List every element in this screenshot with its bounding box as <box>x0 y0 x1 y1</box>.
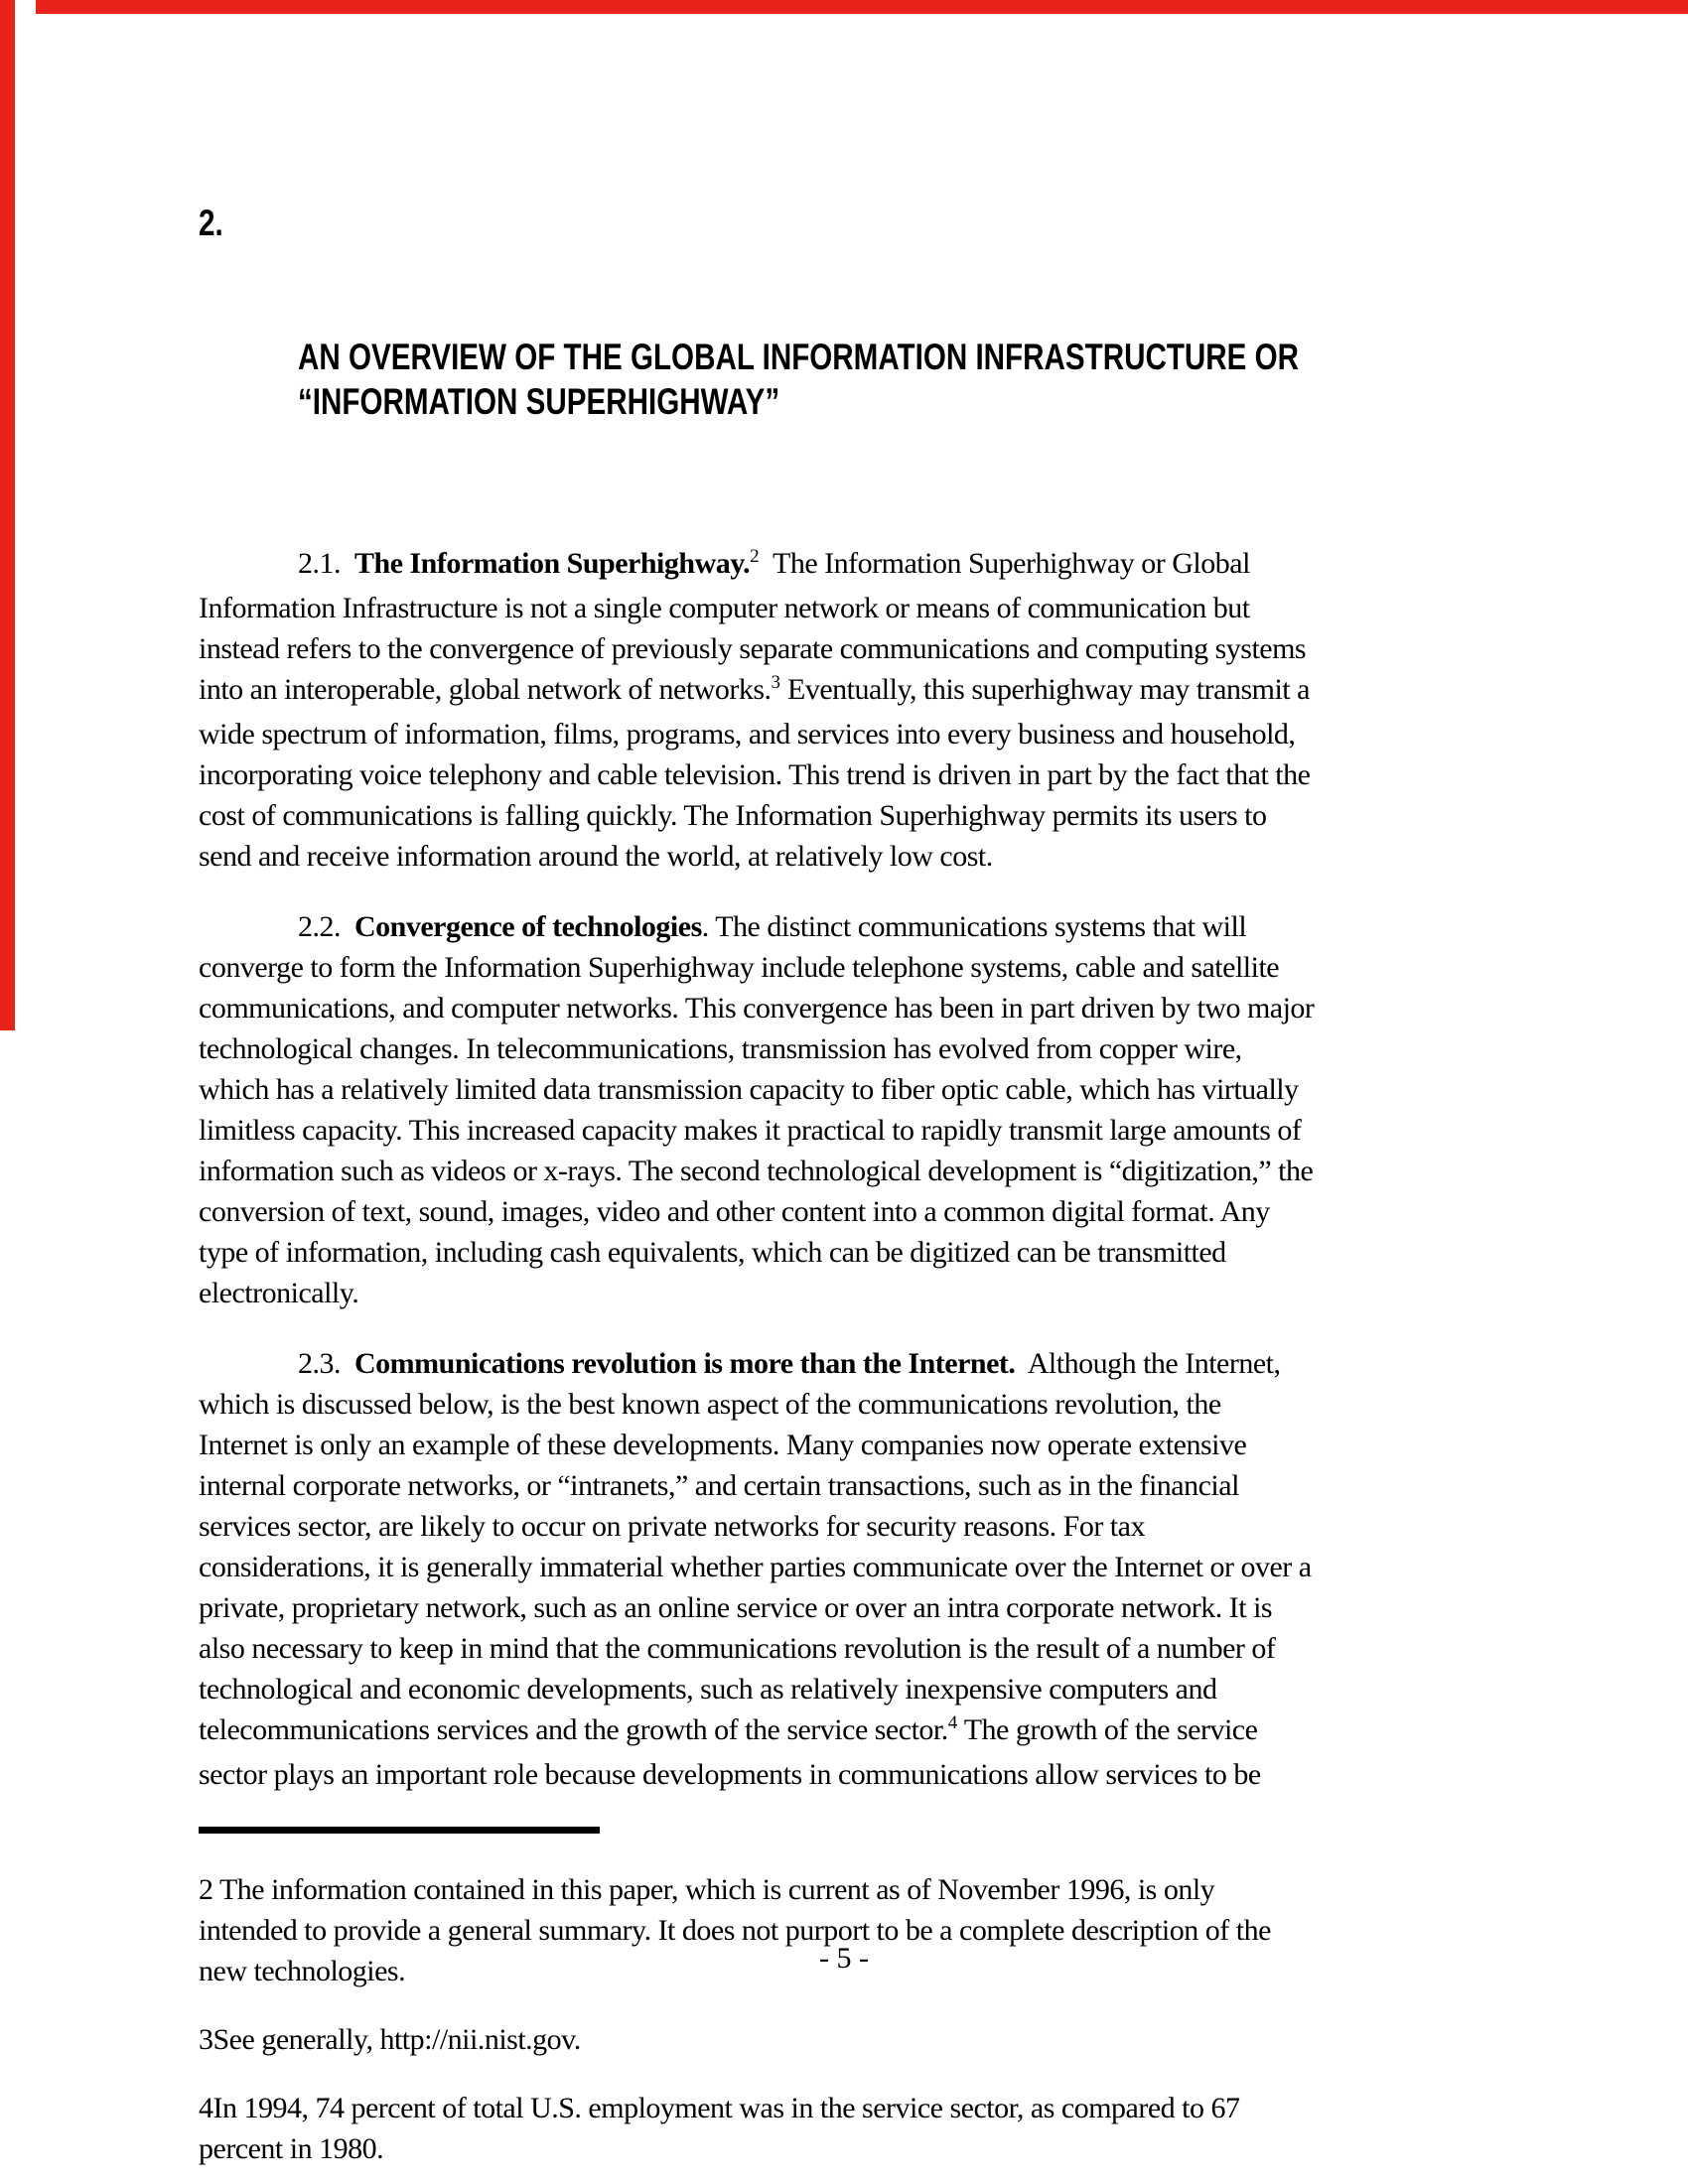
text-line <box>199 1547 1489 1587</box>
text-line <box>199 1028 1489 1069</box>
text-run: communications, and computer networks. This convergence has been in part driven by two major <box>199 992 1315 1024</box>
text-run: also necessary to keep in mind that the communications revolution is the result of a number of <box>199 1632 1276 1665</box>
text-run: technological and economic developments, such as relatively inexpensive computers and <box>199 1673 1217 1706</box>
footnote-separator <box>199 1827 600 1834</box>
text-run: services sector, are likely to occur on private networks for security reasons. For tax <box>199 1510 1145 1543</box>
text-run: electronically. <box>199 1277 359 1309</box>
text-run: which is discussed below, is the best known aspect of the communications revolution, the <box>199 1388 1221 1421</box>
text-line <box>199 836 1489 877</box>
text-line <box>199 1232 1489 1273</box>
text-line <box>199 1110 1489 1151</box>
text-run: limitless capacity. This increased capacity makes it practical to rapidly transmit large amounts of <box>199 1114 1302 1147</box>
text-run: cost of communications is falling quickly. The Information Superhighway permits its users to <box>199 799 1267 832</box>
text-run: 4In 1994, 74 percent of total U.S. employment was in the service sector, as compared to 67 <box>199 2092 1240 2124</box>
text-line <box>199 947 1489 988</box>
heading-line-text: AN OVERVIEW OF THE GLOBAL INFORMATION INFRASTRUCTURE OR <box>298 337 1300 377</box>
text-line <box>199 2128 1489 2169</box>
text-run: type of information, including cash equivalents, which can be digitized can be transmitted <box>199 1236 1226 1269</box>
text-line <box>199 669 1489 714</box>
text-run: converge to form the Information Superhighway include telephone systems, cable and satellite <box>199 951 1280 984</box>
text-run: internal corporate networks, or “intranets,” and certain transactions, such as in the financial <box>199 1469 1239 1502</box>
text-run: The Information Superhighway or Global <box>759 547 1250 580</box>
text-run: incorporating voice telephony and cable television. This trend is driven in part by the fact that the <box>199 758 1311 791</box>
text-run: 3See generally, http://nii.nist.gov. <box>199 2023 581 2056</box>
text-line <box>199 754 1489 795</box>
text-run: . The distinct communications systems that will <box>701 910 1247 943</box>
page-content <box>199 201 1489 2169</box>
text-run: which has a relatively limited data transmission capacity to fiber optic cable, which has virtually <box>199 1073 1299 1106</box>
text-line <box>199 1628 1489 1669</box>
paragraph-2-1 <box>199 543 1489 877</box>
scan-edge-top <box>36 0 1688 14</box>
text-line <box>199 1151 1489 1191</box>
bold-run: Communications revolution is more than the Internet. <box>354 1347 1016 1380</box>
text-run: sector plays an important role because developments in communications allow services to be <box>199 1758 1261 1791</box>
text-line <box>199 1384 1489 1425</box>
footnote-reference: 3 <box>771 672 780 693</box>
text-line <box>199 1587 1489 1628</box>
text-run: private, proprietary network, such as an online service or over an intra corporate network. It is <box>199 1591 1273 1624</box>
text-run: new technologies. <box>199 1955 406 1987</box>
text-line <box>199 714 1489 754</box>
text-line <box>199 588 1489 628</box>
text-line <box>199 1273 1489 1313</box>
footnote-4 <box>199 2088 1489 2169</box>
text-run: wide spectrum of information, films, programs, and services into every business and household, <box>199 718 1296 751</box>
text-line <box>199 1709 1489 1754</box>
text-run: 2.3. <box>298 1347 354 1380</box>
paragraph-2-2 <box>199 906 1489 1313</box>
heading-line <box>298 379 1489 424</box>
text-run: 2.2. <box>298 910 354 943</box>
text-line <box>199 1343 1489 1384</box>
footnotes <box>199 1869 1489 2169</box>
text-run: 2 The information contained in this paper, which is current as of November 1996, is only <box>199 1873 1215 1906</box>
text-run: The growth of the service <box>957 1713 1258 1746</box>
section-heading <box>199 201 1489 513</box>
section-number <box>199 201 229 245</box>
text-line <box>199 2088 1489 2128</box>
text-run: send and receive information around the world, at relatively low cost. <box>199 840 993 873</box>
text-line <box>199 1754 1489 1795</box>
text-run: telecommunications services and the growth of the service sector. <box>199 1713 948 1746</box>
text-run: considerations, it is generally immaterial whether parties communicate over the Internet or over a <box>199 1551 1312 1583</box>
footnote-reference: 4 <box>947 1712 958 1733</box>
text-run: Although the Internet, <box>1015 1347 1281 1380</box>
text-line <box>199 1191 1489 1232</box>
text-run: 2.1. <box>298 547 354 580</box>
text-run: Information Infrastructure is not a single computer network or means of communication but <box>199 592 1250 624</box>
section-number-text: 2. <box>199 203 223 243</box>
footnote-reference: 2 <box>750 546 760 567</box>
text-run: percent in 1980. <box>199 2132 384 2165</box>
bold-run: Convergence of technologies <box>354 910 702 943</box>
text-line <box>199 1669 1489 1709</box>
section-heading-text <box>298 335 1489 424</box>
text-line <box>199 1506 1489 1547</box>
text-run: technological changes. In telecommunications, transmission has evolved from copper wire, <box>199 1032 1242 1065</box>
text-run: conversion of text, sound, images, video and other content into a common digital format. Any <box>199 1195 1270 1228</box>
text-line <box>199 906 1489 947</box>
text-line <box>199 2019 1489 2060</box>
text-run: information such as videos or x-rays. The second technological development is “digitization,” the <box>199 1155 1314 1187</box>
page-number: - 5 - <box>819 1942 869 1975</box>
text-line <box>199 1425 1489 1465</box>
text-run: instead refers to the convergence of previously separate communications and computing systems <box>199 632 1307 665</box>
footnote-3 <box>199 2019 1489 2060</box>
scan-edge-left <box>0 0 15 1030</box>
text-line <box>199 543 1489 588</box>
heading-line-text: “INFORMATION SUPERHIGHWAY” <box>298 381 780 422</box>
text-line <box>199 628 1489 669</box>
body-paragraphs <box>199 543 1489 1795</box>
text-run: into an interoperable, global network of networks. <box>199 673 772 706</box>
text-run: intended to provide a general summary. It does not purport to be a complete description of the <box>199 1914 1271 1947</box>
text-line <box>199 1869 1489 1910</box>
text-line <box>199 1069 1489 1110</box>
heading-line <box>298 335 1489 379</box>
text-line <box>199 988 1489 1028</box>
bold-run: The Information Superhighway. <box>354 547 751 580</box>
text-run: Eventually, this superhighway may transmit a <box>780 673 1310 706</box>
text-line <box>199 795 1489 836</box>
text-line <box>199 1465 1489 1506</box>
text-run: Internet is only an example of these developments. Many companies now operate extensive <box>199 1429 1247 1461</box>
paragraph-2-3 <box>199 1343 1489 1795</box>
